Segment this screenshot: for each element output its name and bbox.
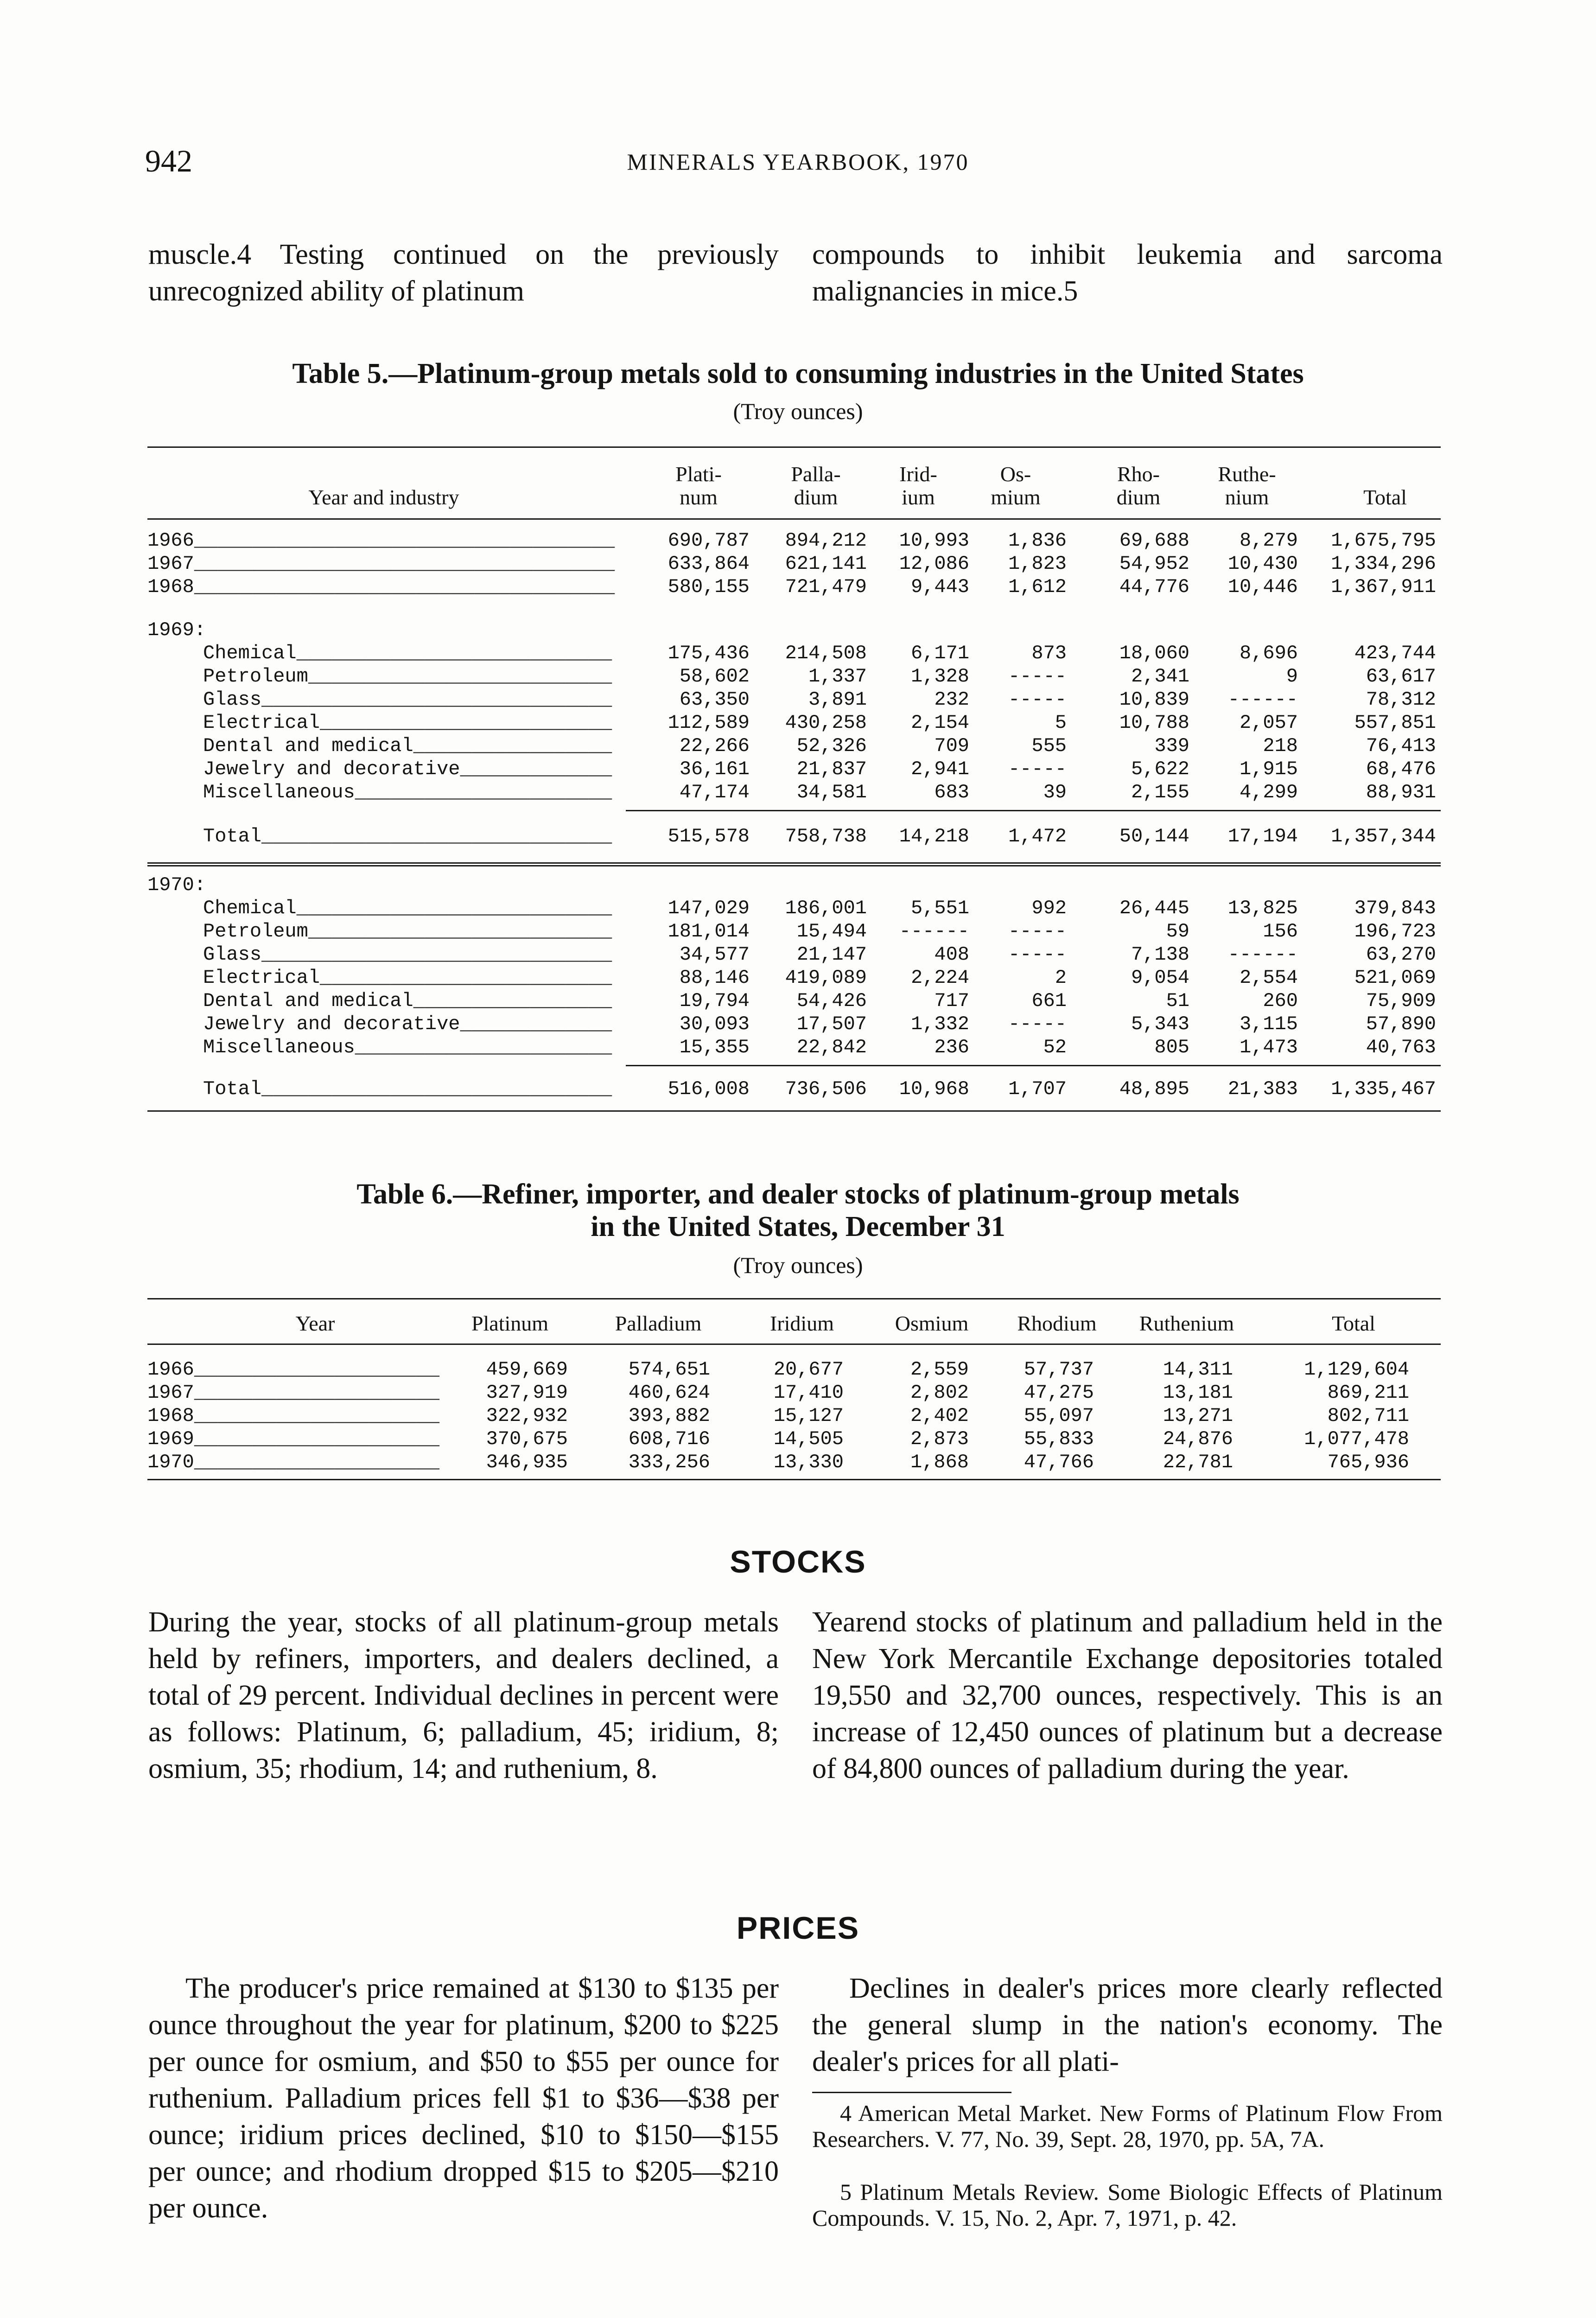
- table5-top-rule: [147, 446, 1441, 448]
- group1970-row-petroleum-cell-4: 59: [1166, 920, 1189, 942]
- group1970-row-electrical-cell-1: 419,089: [785, 967, 867, 989]
- group1969-row-electrical-cell-5: 2,057: [1239, 712, 1298, 734]
- table5-row-1967-cell-5: 10,430: [1227, 553, 1298, 575]
- table5-1969-subtotal-rule: [626, 810, 1441, 811]
- group1970-row-miscellaneous-cell-1: 22,842: [796, 1036, 867, 1058]
- group1970-row-dental-and-medical-cell-5: 260: [1263, 990, 1298, 1012]
- table5-header-3-line2: ium: [902, 485, 935, 509]
- group1970-row-petroleum-cell-2: ------: [899, 920, 969, 942]
- table5-header-5: Rho-: [1117, 462, 1160, 486]
- table6-row-1968: [0, 1405, 1596, 1428]
- group1969-row-petroleum-cell-4: 2,341: [1131, 665, 1189, 688]
- table5-row-1967-label: 1967____________________________________: [147, 553, 615, 575]
- group1969-row-petroleum-cell-2: 1,328: [910, 665, 969, 688]
- table5-1969-total-cell-6: 1,357,344: [1331, 825, 1436, 847]
- group1969-row-dental-and-medical-cell-4: 339: [1154, 735, 1189, 757]
- group1970-row-dental-and-medical-cell-3: 661: [1031, 990, 1067, 1012]
- table6-bottom-rule: [147, 1479, 1441, 1480]
- table5-row-1968-cell-4: 44,776: [1119, 576, 1189, 598]
- group1969-row-glass-cell-1: 3,891: [808, 688, 867, 711]
- table5-row-1966-cell-3: 1,836: [1008, 529, 1067, 552]
- prices-heading: PRICES: [736, 1910, 860, 1946]
- group1970-row-jewelry-and-decorative: [0, 1013, 1596, 1036]
- table5-1970-total-cell-5: 21,383: [1227, 1078, 1298, 1100]
- table6-header-1: Platinum: [471, 1312, 549, 1335]
- table6-row-1968-cell-0: 322,932: [486, 1405, 568, 1427]
- table5-header-1-line2: num: [680, 485, 718, 509]
- group1970-row-glass-cell-2: 408: [934, 943, 969, 966]
- table5-unit: (Troy ounces): [733, 398, 863, 424]
- group1969-row-miscellaneous-cell-3: 39: [1043, 781, 1067, 803]
- table5-1970-total-cell-4: 48,895: [1119, 1078, 1189, 1100]
- table5-header-7: Total: [1363, 485, 1407, 509]
- stocks-left-paragraph: During the year, stocks of all platinum-group metals held by refiners, importers, and dealers declined, a total of 29 percent. Individual declines in percent were as follows: Platinum, 6; palladium, 45; iridium, 8; osmium, 35; rhodium, 14; and ruthenium, 8.: [148, 1606, 779, 1784]
- table5-row-1967-cell-3: 1,823: [1008, 553, 1067, 575]
- group1969-row-electrical-label: Electrical_________________________: [203, 712, 612, 734]
- group1969-row-electrical-cell-0: 112,589: [668, 712, 750, 734]
- group1969-row-dental-and-medical-cell-0: 22,266: [679, 735, 750, 757]
- table6-row-1966-cell-1: 574,651: [628, 1358, 710, 1381]
- table6-row-1968-cell-6: 802,711: [1327, 1405, 1409, 1427]
- group1970-row-glass-cell-0: 34,577: [679, 943, 750, 966]
- table5-row-1968-cell-2: 9,443: [910, 576, 969, 598]
- table5-1969-double-rule: [147, 862, 1441, 866]
- group1969-row-glass-cell-6: 78,312: [1366, 688, 1436, 711]
- table5-row-1966-label: 1966____________________________________: [147, 529, 615, 552]
- table6-row-1966-label: 1966_____________________: [147, 1358, 440, 1381]
- group1969-row-miscellaneous-cell-0: 47,174: [679, 781, 750, 803]
- group1970-row-electrical-cell-4: 9,054: [1131, 967, 1189, 989]
- group1969-label: 1969:: [147, 619, 206, 641]
- group1969-row-electrical-cell-2: 2,154: [910, 712, 969, 734]
- group1970-row-miscellaneous-cell-0: 15,355: [679, 1036, 750, 1058]
- group1970-row-jewelry-and-decorative-cell-0: 30,093: [679, 1013, 750, 1035]
- table6-row-1969-cell-0: 370,675: [486, 1428, 568, 1450]
- table6-title-line1: Table 6.—Refiner, importer, and dealer stocks of platinum-group metals: [356, 1178, 1240, 1210]
- group1970-row-dental-and-medical-label: Dental and medical_________________: [203, 990, 612, 1012]
- group1969-row-jewelry-and-decorative-cell-4: 5,622: [1131, 758, 1189, 780]
- group1970-row-chemical: [0, 897, 1596, 920]
- group1969-row-jewelry-and-decorative-cell-3: -----: [1008, 758, 1067, 780]
- group1969-row-miscellaneous-cell-1: 34,581: [796, 781, 867, 803]
- group1969-row-petroleum-cell-0: 58,602: [679, 665, 750, 688]
- page-number: 942: [145, 143, 192, 178]
- group1970-row-chemical-cell-5: 13,825: [1227, 897, 1298, 919]
- group1969-row-glass-cell-3: -----: [1008, 688, 1067, 711]
- group1970-row-dental-and-medical: [0, 990, 1596, 1013]
- table6-row-1966-cell-2: 20,677: [773, 1358, 844, 1381]
- group1970-row-electrical-cell-0: 88,146: [679, 967, 750, 989]
- group1970-row-miscellaneous-cell-6: 40,763: [1366, 1036, 1436, 1058]
- group1970-row-miscellaneous-cell-2: 236: [934, 1036, 969, 1058]
- table5-1970-total: [0, 1078, 1596, 1101]
- group1969-row-electrical-cell-1: 430,258: [785, 712, 867, 734]
- table6-header-rule: [147, 1344, 1441, 1345]
- group1969-row-miscellaneous-cell-6: 88,931: [1366, 781, 1436, 803]
- table5-header-6: Ruthe-: [1218, 462, 1276, 486]
- group1969-row-chemical-cell-5: 8,696: [1239, 642, 1298, 664]
- table6-row-1970-cell-1: 333,256: [628, 1451, 710, 1473]
- table6-header-3: Iridium: [770, 1312, 834, 1335]
- group1970-row-petroleum-cell-5: 156: [1263, 920, 1298, 942]
- group1970-row-chemical-label: Chemical___________________________: [203, 897, 612, 919]
- footnote-5: 5 Platinum Metals Review. Some Biologic Effects of Platinum Compounds. V. 15, No. 2, Apr. 7, 1971, p. 42.: [812, 2179, 1443, 2231]
- table5-header-3: Irid-: [899, 462, 937, 486]
- group1970-row-petroleum: [0, 920, 1596, 943]
- table6-row-1968-cell-5: 13,271: [1163, 1405, 1233, 1427]
- table5-1969-total: [0, 825, 1596, 848]
- group1969-row-miscellaneous: [0, 781, 1596, 804]
- group1970-row-chemical-cell-4: 26,445: [1119, 897, 1189, 919]
- group1970-row-miscellaneous-label: Miscellaneous______________________: [203, 1036, 612, 1058]
- group1970-row-petroleum-cell-6: 196,723: [1354, 920, 1436, 942]
- table6-row-1968-cell-3: 2,402: [910, 1405, 969, 1427]
- table6-row-1967-cell-6: 869,211: [1327, 1382, 1409, 1404]
- group1969-row-glass-cell-2: 232: [934, 688, 969, 711]
- table5-row-1968-cell-3: 1,612: [1008, 576, 1067, 598]
- table6-row-1970-cell-5: 22,781: [1163, 1451, 1233, 1473]
- table6-row-1970-cell-3: 1,868: [910, 1451, 969, 1473]
- table6-row-1966-cell-4: 57,737: [1024, 1358, 1094, 1381]
- table6-header-2: Palladium: [615, 1312, 702, 1335]
- table5-1969-total-cell-1: 758,738: [785, 825, 867, 847]
- group1970-row-dental-and-medical-cell-4: 51: [1166, 990, 1189, 1012]
- group1970-row-miscellaneous-cell-4: 805: [1154, 1036, 1189, 1058]
- table5-header-1: Plati-: [675, 462, 722, 486]
- table5-row-1966-cell-1: 894,212: [785, 529, 867, 552]
- table6-row-1968-cell-1: 393,882: [628, 1405, 710, 1427]
- group1969-row-dental-and-medical: [0, 735, 1596, 758]
- table6-row-1970-cell-0: 346,935: [486, 1451, 568, 1473]
- group1970-row-electrical-cell-6: 521,069: [1354, 967, 1436, 989]
- table6-row-1969-cell-1: 608,716: [628, 1428, 710, 1450]
- group1969-row-dental-and-medical-label: Dental and medical_________________: [203, 735, 612, 757]
- group1970-row-jewelry-and-decorative-cell-5: 3,115: [1239, 1013, 1298, 1035]
- table6-top-rule: [147, 1298, 1441, 1299]
- group1969-row-jewelry-and-decorative-cell-0: 36,161: [679, 758, 750, 780]
- group1969-row-electrical-cell-4: 10,788: [1119, 712, 1189, 734]
- group1969-row-jewelry-and-decorative-cell-5: 1,915: [1239, 758, 1298, 780]
- table6-row-1970-cell-2: 13,330: [773, 1451, 844, 1473]
- table6-row-1970-cell-6: 765,936: [1327, 1451, 1409, 1473]
- group1969-row-dental-and-medical-cell-6: 76,413: [1366, 735, 1436, 757]
- group1970-row-glass-label: Glass______________________________: [203, 943, 612, 966]
- group1969-row-electrical: [0, 712, 1596, 735]
- table5-header-4-line2: mium: [991, 485, 1041, 509]
- table5-1970-total-cell-6: 1,335,467: [1331, 1078, 1436, 1100]
- group1969-row-petroleum: [0, 665, 1596, 688]
- group1969-row-glass: [0, 688, 1596, 712]
- table6-row-1966-cell-0: 459,669: [486, 1358, 568, 1381]
- group1969-row-dental-and-medical-cell-1: 52,326: [796, 735, 867, 757]
- group1969-row-petroleum-cell-6: 63,617: [1366, 665, 1436, 688]
- group1970-row-chemical-cell-0: 147,029: [668, 897, 750, 919]
- table6-row-1967-cell-4: 47,275: [1024, 1382, 1094, 1404]
- group1970-row-chemical-cell-3: 992: [1031, 897, 1067, 919]
- table5-row-1968-label: 1968____________________________________: [147, 576, 615, 598]
- table5-1969-total-cell-4: 50,144: [1119, 825, 1189, 847]
- group1969-row-petroleum-cell-3: -----: [1008, 665, 1067, 688]
- prices-left-paragraph: The producer's price remained at $130 to $135 per ounce throughout the year for platinum, $200 to $225 per ounce for osmium, and $50 to $55 per ounce for ruthenium. Palladium prices fell $1 to $36—$38 per ounce; iridium prices declined, $10 to $150—$155 per ounce; and rhodium dropped $15 to $205—$210 per ounce.: [148, 1973, 779, 2224]
- table6-row-1969-cell-3: 2,873: [910, 1428, 969, 1450]
- group1970-row-dental-and-medical-cell-2: 717: [934, 990, 969, 1012]
- footnote-4: 4 American Metal Market. New Forms of Platinum Flow From Researchers. V. 77, No. 39, Sept. 28, 1970, pp. 5A, 7A.: [812, 2100, 1443, 2152]
- group1969-row-electrical-cell-3: 5: [1055, 712, 1067, 734]
- group1969-row-chemical-cell-4: 18,060: [1119, 642, 1189, 664]
- prices-right-paragraph: Declines in dealer's prices more clearly reflected the general slump in the nation's economy. The dealer's prices for all plati-: [812, 1973, 1443, 2077]
- table5-row-1968-cell-0: 580,155: [668, 576, 750, 598]
- group1970-row-jewelry-and-decorative-cell-6: 57,890: [1366, 1013, 1436, 1035]
- table6-row-1968-label: 1968_____________________: [147, 1405, 440, 1427]
- group1969-row-petroleum-label: Petroleum__________________________: [203, 665, 612, 688]
- table6-header-5: Rhodium: [1017, 1312, 1097, 1335]
- group1969-row-jewelry-and-decorative-cell-6: 68,476: [1366, 758, 1436, 780]
- table6-unit: (Troy ounces): [733, 1252, 863, 1278]
- group1970-row-jewelry-and-decorative-cell-2: 1,332: [910, 1013, 969, 1035]
- table6-row-1967-cell-5: 13,181: [1163, 1382, 1233, 1404]
- table6-row-1970-label: 1970_____________________: [147, 1451, 440, 1473]
- group1970-label: 1970:: [147, 874, 206, 896]
- table6-header-6: Ruthenium: [1139, 1312, 1234, 1335]
- table5-header-2-line2: dium: [794, 485, 838, 509]
- table6-row-1970: [0, 1451, 1596, 1474]
- group1969-row-miscellaneous-cell-4: 2,155: [1131, 781, 1189, 803]
- group1970-row-petroleum-cell-0: 181,014: [668, 920, 750, 942]
- group1969-row-miscellaneous-cell-5: 4,299: [1239, 781, 1298, 803]
- table5-row-1966-cell-0: 690,787: [668, 529, 750, 552]
- group1970-row-miscellaneous: [0, 1036, 1596, 1059]
- table5-row-1966-cell-4: 69,688: [1119, 529, 1189, 552]
- group1969-row-jewelry-and-decorative-cell-2: 2,941: [910, 758, 969, 780]
- group1970-row-glass-cell-1: 21,147: [796, 943, 867, 966]
- table6-row-1967-cell-2: 17,410: [773, 1382, 844, 1404]
- group1970-row-electrical-label: Electrical_________________________: [203, 967, 612, 989]
- table6-row-1969-cell-6: 1,077,478: [1304, 1428, 1409, 1450]
- table5-row-1968-cell-5: 10,446: [1227, 576, 1298, 598]
- group1970-row-chemical-cell-6: 379,843: [1354, 897, 1436, 919]
- table6-row-1970-cell-4: 47,766: [1024, 1451, 1094, 1473]
- table6-title-line2: in the United States, December 31: [591, 1211, 1005, 1242]
- group1970-row-electrical-cell-3: 2: [1055, 967, 1067, 989]
- table5-row-1968-cell-6: 1,367,911: [1331, 576, 1436, 598]
- group1969-row-petroleum-cell-5: 9: [1286, 665, 1298, 688]
- intro-right-paragraph: compounds to inhibit leukemia and sarcoma malignancies in mice.5: [812, 239, 1443, 307]
- group1969-row-glass-label: Glass______________________________: [203, 688, 612, 711]
- group1970-row-chemical-cell-1: 186,001: [785, 897, 867, 919]
- table6-header-4: Osmium: [895, 1312, 969, 1335]
- table5-header-2: Palla-: [791, 462, 841, 486]
- table5-row-1966-cell-6: 1,675,795: [1331, 529, 1436, 552]
- group1970-row-jewelry-and-decorative-cell-3: -----: [1008, 1013, 1067, 1035]
- table6-row-1967-cell-3: 2,802: [910, 1382, 969, 1404]
- table6-row-1968-cell-2: 15,127: [773, 1405, 844, 1427]
- table5-header-5-line2: dium: [1116, 485, 1161, 509]
- group1969-row-chemical-cell-0: 175,436: [668, 642, 750, 664]
- footnote-separator: [812, 2092, 1011, 2093]
- group1970-row-glass-cell-6: 63,270: [1366, 943, 1436, 966]
- group1969-row-glass-cell-0: 63,350: [679, 688, 750, 711]
- group1970-row-dental-and-medical-cell-1: 54,426: [796, 990, 867, 1012]
- table5-1970-total-cell-2: 10,968: [899, 1078, 969, 1100]
- table6-header-7: Total: [1332, 1312, 1375, 1335]
- table5-title: Table 5.—Platinum-group metals sold to consuming industries in the United States: [292, 358, 1304, 389]
- table5-row-1967-cell-6: 1,334,296: [1331, 553, 1436, 575]
- table5-row-1967-cell-1: 621,141: [785, 553, 867, 575]
- table5-header-0: Year and industry: [308, 485, 459, 509]
- table5-1970-total-cell-1: 736,506: [785, 1078, 867, 1100]
- table6-row-1969-cell-2: 14,505: [773, 1428, 844, 1450]
- table5-1970-subtotal-rule: [626, 1065, 1441, 1066]
- group1969-row-chemical-cell-1: 214,508: [785, 642, 867, 664]
- group1969-row-jewelry-and-decorative-label: Jewelry and decorative_____________: [203, 758, 612, 780]
- group1969-row-dental-and-medical-cell-2: 709: [934, 735, 969, 757]
- table5-1969-total-label: Total______________________________: [203, 825, 612, 847]
- table6-row-1969-cell-5: 24,876: [1163, 1428, 1233, 1450]
- group1970-row-dental-and-medical-cell-6: 75,909: [1366, 990, 1436, 1012]
- table5-row-1967-cell-2: 12,086: [899, 553, 969, 575]
- table5-bottom-rule: [147, 1110, 1441, 1112]
- stocks-heading: STOCKS: [730, 1544, 866, 1579]
- table6-row-1969: [0, 1428, 1596, 1451]
- table5-row-1966-cell-5: 8,279: [1239, 529, 1298, 552]
- table5-row-1967-cell-4: 54,952: [1119, 553, 1189, 575]
- running-title: MINERALS YEARBOOK, 1970: [627, 149, 969, 175]
- table5-1970-total-cell-3: 1,707: [1008, 1078, 1067, 1100]
- table5-row-1966: [0, 529, 1596, 553]
- table5-row-1968-cell-1: 721,479: [785, 576, 867, 598]
- table5-row-1966-cell-2: 10,993: [899, 529, 969, 552]
- table5-header-6-line2: nium: [1225, 485, 1269, 509]
- table6-row-1967-cell-0: 327,919: [486, 1382, 568, 1404]
- group1970-row-jewelry-and-decorative-cell-1: 17,507: [796, 1013, 867, 1035]
- group1970-row-chemical-cell-2: 5,551: [910, 897, 969, 919]
- group1969-row-chemical: [0, 642, 1596, 665]
- group1969-row-electrical-cell-6: 557,851: [1354, 712, 1436, 734]
- group1969-row-chemical-label: Chemical___________________________: [203, 642, 612, 664]
- group1969-row-petroleum-cell-1: 1,337: [808, 665, 867, 688]
- group1969-row-glass-cell-4: 10,839: [1119, 688, 1189, 711]
- group1970-row-electrical: [0, 967, 1596, 990]
- group1969-row-chemical-cell-3: 873: [1031, 642, 1067, 664]
- table5-1969-total-cell-2: 14,218: [899, 825, 969, 847]
- table5-row-1968: [0, 576, 1596, 599]
- group1970-row-electrical-cell-5: 2,554: [1239, 967, 1298, 989]
- table6-row-1966-cell-6: 1,129,604: [1304, 1358, 1409, 1381]
- intro-left-paragraph: muscle.4 Testing continued on the previously unrecognized ability of platinum: [148, 239, 779, 307]
- table6-row-1967: [0, 1382, 1596, 1405]
- group1970-row-petroleum-cell-3: -----: [1008, 920, 1067, 942]
- group1969-row-jewelry-and-decorative-cell-1: 21,837: [796, 758, 867, 780]
- group1970-row-miscellaneous-cell-5: 1,473: [1239, 1036, 1298, 1058]
- table5-header-4: Os-: [1000, 462, 1031, 486]
- group1969-row-chemical-cell-2: 6,171: [910, 642, 969, 664]
- group1969-row-miscellaneous-label: Miscellaneous______________________: [203, 781, 612, 803]
- group1970-row-jewelry-and-decorative-cell-4: 5,343: [1131, 1013, 1189, 1035]
- group1970-row-dental-and-medical-cell-0: 19,794: [679, 990, 750, 1012]
- group1969-row-chemical-cell-6: 423,744: [1354, 642, 1436, 664]
- group1969-row-glass-cell-5: ------: [1227, 688, 1298, 711]
- table6-row-1967-label: 1967_____________________: [147, 1382, 440, 1404]
- table6-row-1967-cell-1: 460,624: [628, 1382, 710, 1404]
- table5-1969-total-cell-0: 515,578: [668, 825, 750, 847]
- table5-row-1967-cell-0: 633,864: [668, 553, 750, 575]
- group1970-row-petroleum-label: Petroleum__________________________: [203, 920, 612, 942]
- table6-row-1966: [0, 1358, 1596, 1382]
- table6-row-1966-cell-5: 14,311: [1163, 1358, 1233, 1381]
- table5-header-rule: [147, 518, 1441, 520]
- group1970-row-glass-cell-3: -----: [1008, 943, 1067, 966]
- group1969-row-miscellaneous-cell-2: 683: [934, 781, 969, 803]
- group1969-row-jewelry-and-decorative: [0, 758, 1596, 781]
- stocks-right-paragraph: Yearend stocks of platinum and palladium held in the New York Mercantile Exchange depositories totaled 19,550 and 32,700 ounces, respectively. This is an increase of 12,450 ounces of platinum but a decrease of 84,800 ounces of palladium during the year.: [812, 1606, 1443, 1784]
- table5-1970-total-label: Total______________________________: [203, 1078, 612, 1100]
- table6-row-1969-label: 1969_____________________: [147, 1428, 440, 1450]
- group1969-row-dental-and-medical-cell-5: 218: [1263, 735, 1298, 757]
- group1970-row-electrical-cell-2: 2,224: [910, 967, 969, 989]
- table6-row-1969-cell-4: 55,833: [1024, 1428, 1094, 1450]
- table6-header-0: Year: [295, 1312, 335, 1335]
- group1970-row-glass-cell-5: ------: [1227, 943, 1298, 966]
- table5-1969-total-cell-3: 1,472: [1008, 825, 1067, 847]
- group1970-row-glass-cell-4: 7,138: [1131, 943, 1189, 966]
- group1970-row-glass: [0, 943, 1596, 967]
- table6-row-1966-cell-3: 2,559: [910, 1358, 969, 1381]
- group1969-row-dental-and-medical-cell-3: 555: [1031, 735, 1067, 757]
- group1970-row-jewelry-and-decorative-label: Jewelry and decorative_____________: [203, 1013, 612, 1035]
- table5-row-1967: [0, 553, 1596, 576]
- table5-1970-total-cell-0: 516,008: [668, 1078, 750, 1100]
- group1970-row-miscellaneous-cell-3: 52: [1043, 1036, 1067, 1058]
- group1970-row-petroleum-cell-1: 15,494: [796, 920, 867, 942]
- table6-row-1968-cell-4: 55,097: [1024, 1405, 1094, 1427]
- table5-1969-total-cell-5: 17,194: [1227, 825, 1298, 847]
